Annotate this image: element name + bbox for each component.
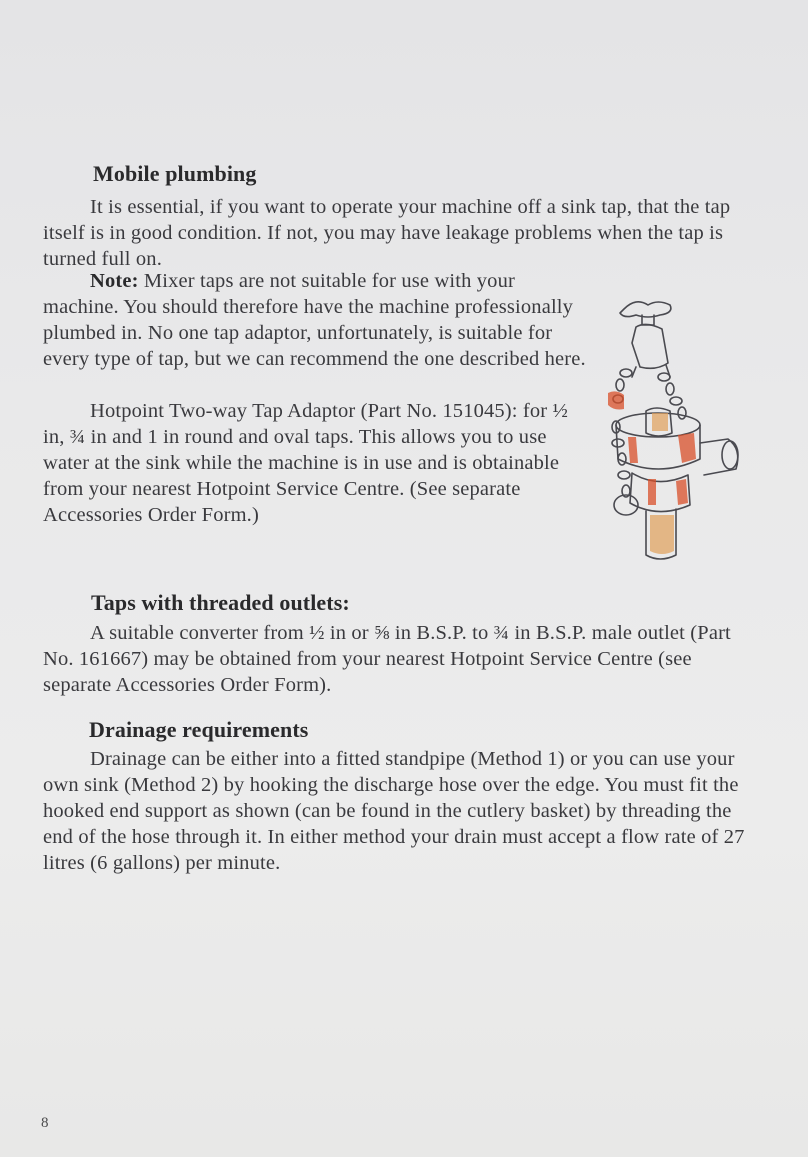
tap-adaptor-illustration — [596, 293, 748, 563]
paragraph-tap-adaptor: Hotpoint Two-way Tap Adaptor (Part No. 151045): for ½ in, ¾ in and 1 in round and oval taps. This allows you to use water at the sink while the machine is in use and is obtainable from your nearest Hotpoint Service Centre. (See separate Accessories Order Form.) — [43, 400, 569, 526]
section-heading-mobile-plumbing: Mobile plumbing — [93, 161, 257, 186]
page-number: 8 — [41, 1115, 49, 1131]
paragraph-note — [43, 268, 588, 372]
paragraph-mobile-plumbing-intro: It is essential, if you want to operate your machine off a sink tap, that the tap itself is in good condition. If not, you may have leakage problems when the tap is turned full on. — [43, 196, 731, 270]
section-heading-threaded-outlets: Taps with threaded outlets: — [91, 590, 350, 615]
paragraph-threaded-outlets: A suitable converter from ½ in or ⅝ in B.S.P. to ¾ in B.S.P. male outlet (Part No. 161667) may be obtained from your nearest Hotpoint Service Centre (see separate Accessories Order Form). — [43, 622, 731, 696]
paragraph-drainage: Drainage can be either into a fitted standpipe (Method 1) or you can use your own sink (Method 2) by hooking the discharge hose over the edge. You must fit the hooked end support as shown (can be found in the cutlery basket) by threading the end of the hose through it. In either method your drain must accept a flow rate of 27 litres (6 gallons) per minute. — [43, 748, 745, 874]
note-label: Note: — [90, 270, 139, 292]
note-text: Mixer taps are not suitable for use with your machine. You should therefore have the machine professionally plumbed in. No one tap adaptor, unfortunately, is suitable for every type of tap, but we can recommend the one described here. — [43, 270, 586, 370]
section-heading-drainage: Drainage requirements — [89, 717, 309, 742]
